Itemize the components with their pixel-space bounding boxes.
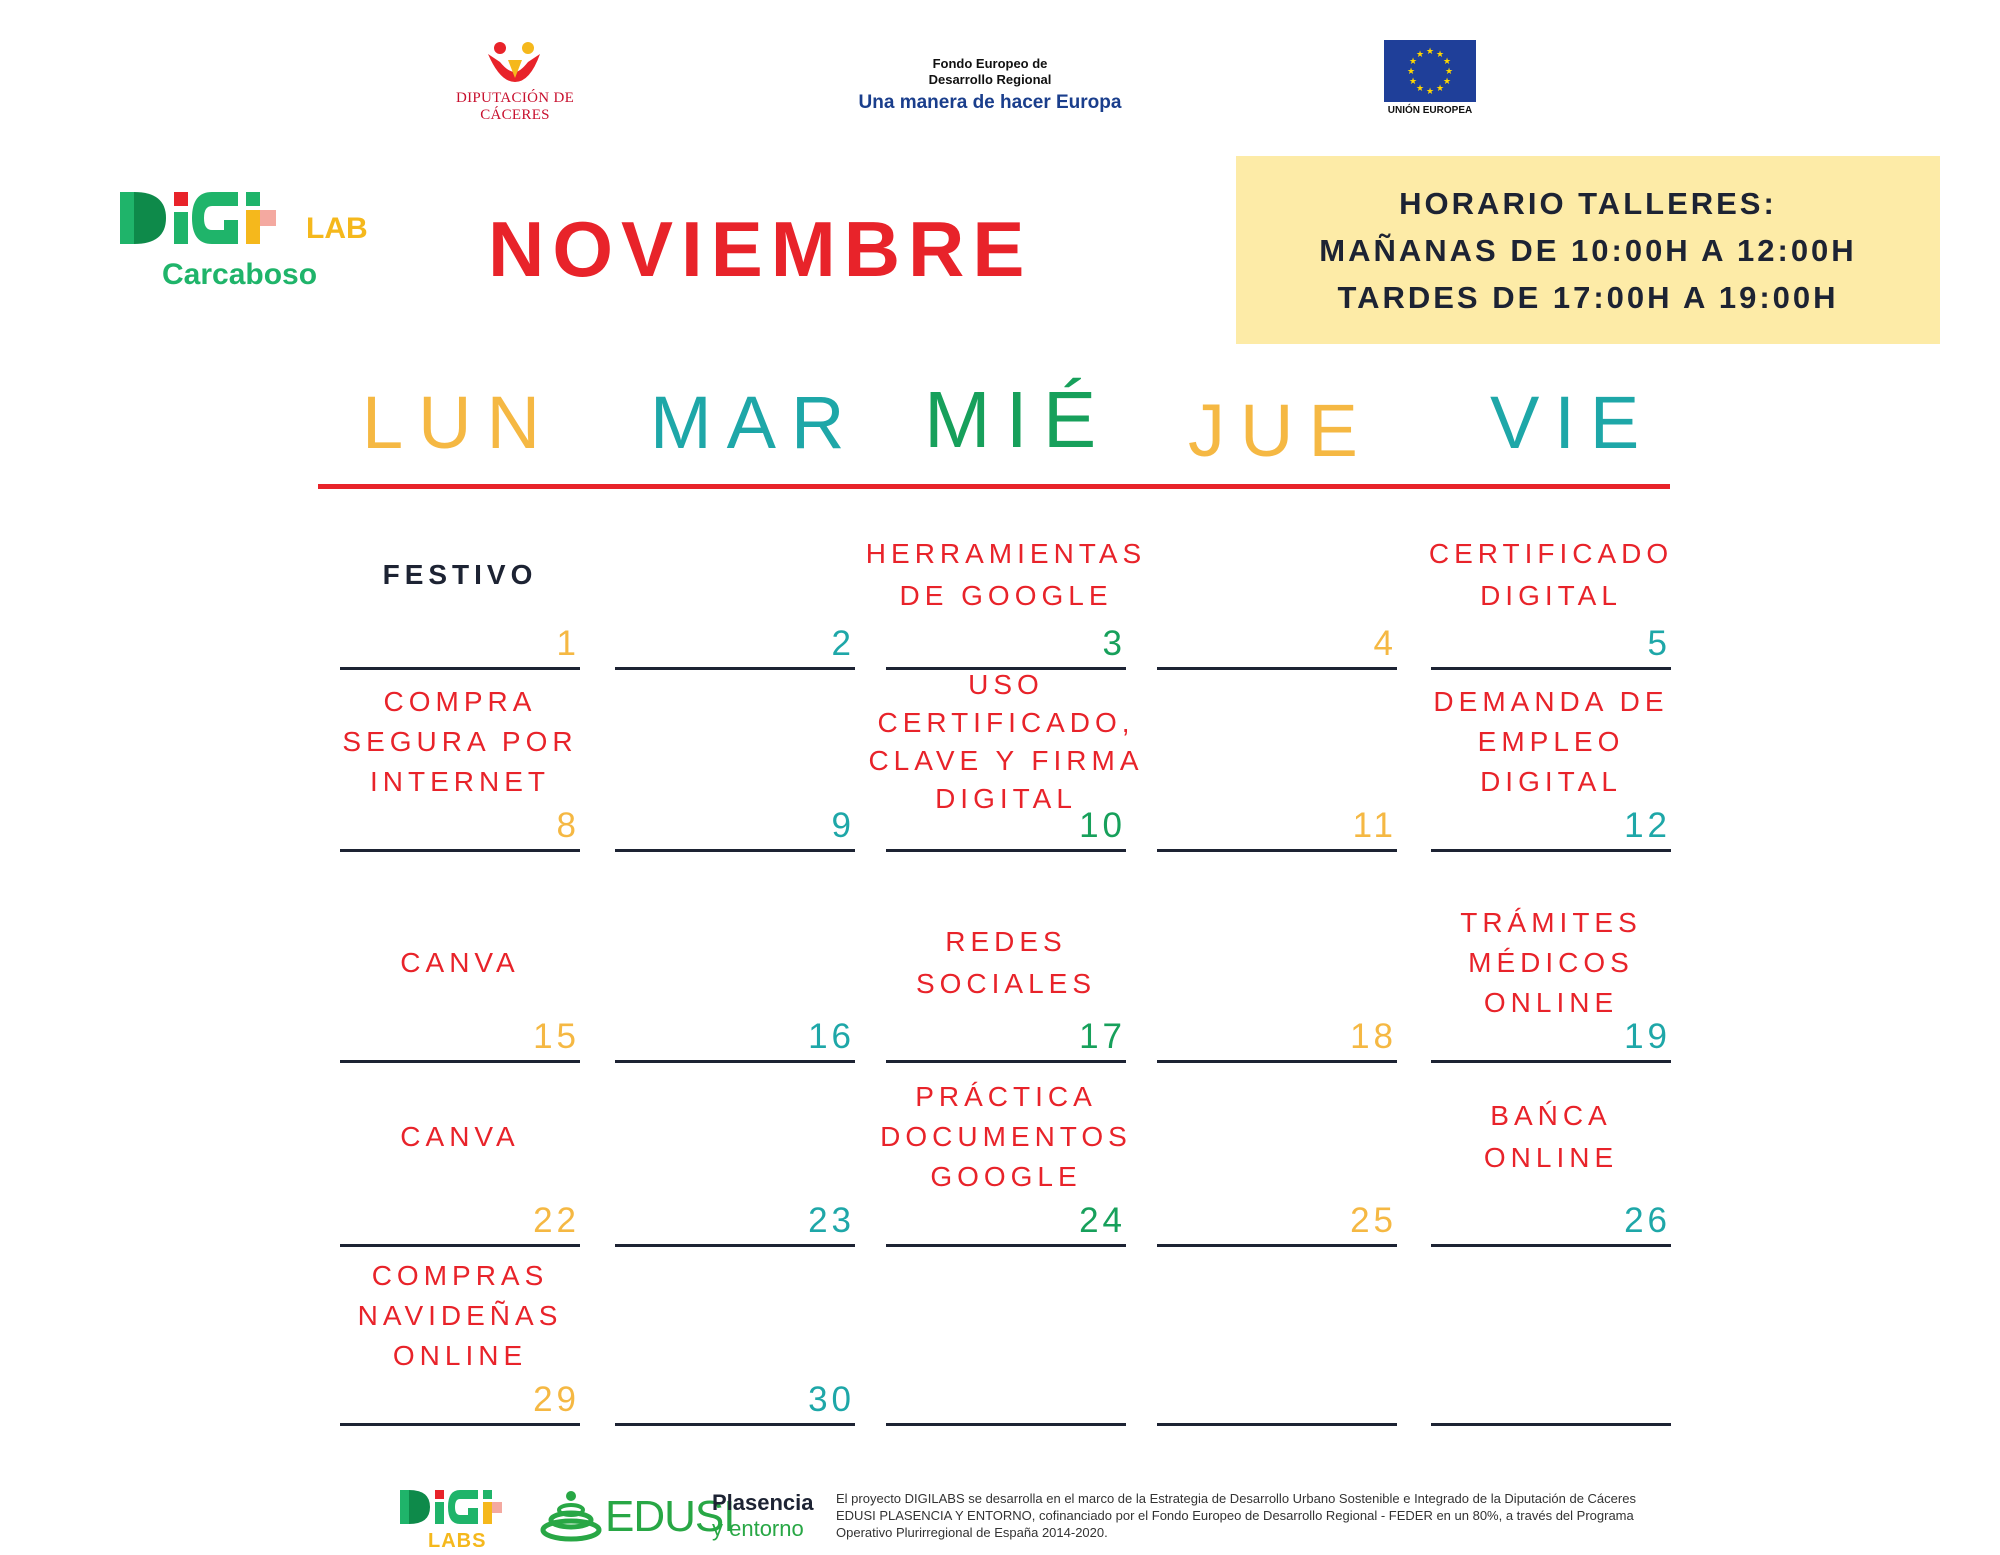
calendar-cell	[1157, 903, 1397, 1063]
day-number: 9	[831, 806, 855, 845]
workshop-title	[856, 533, 1156, 617]
calendar-cell	[886, 1266, 1126, 1426]
workshop-title-line: DOCUMENTOS	[880, 1121, 1132, 1152]
eu-label: UNIÓN EUROPEA	[1387, 105, 1473, 116]
day-number: 22	[533, 1201, 580, 1240]
svg-text:★: ★	[1444, 67, 1454, 77]
workshop-title	[1401, 533, 1701, 617]
day-number: 29	[533, 1380, 580, 1419]
workshop-title-line: ONLINE	[392, 1340, 528, 1371]
calendar-cell	[340, 510, 580, 670]
workshop-title-line: MÉDICOS	[1468, 947, 1634, 978]
cell-underline	[1431, 1423, 1671, 1426]
workshop-title-line: INTERNET	[370, 766, 550, 797]
cell-underline	[886, 1244, 1126, 1247]
workshop-title-line: NAVIDEÑAS	[357, 1300, 563, 1331]
feder-line-1: Fondo Europeo de	[932, 56, 1048, 71]
workshop-title-line: DIGITAL	[1480, 580, 1622, 611]
page-title: NOVIEMBRE	[488, 205, 1033, 293]
workshop-title-line: CLAVE Y FIRMA	[868, 745, 1144, 776]
cell-underline	[340, 1244, 580, 1247]
schedule-box	[1236, 156, 1940, 344]
calendar-cell	[615, 510, 855, 670]
workshop-title	[1401, 682, 1701, 802]
workshop-title	[856, 666, 1156, 818]
calendar-cell	[865, 510, 1147, 670]
day-number: 30	[808, 1380, 855, 1419]
logo-place-name: Carcaboso	[162, 258, 318, 291]
cell-underline	[1431, 667, 1671, 670]
cell-underline	[1157, 849, 1397, 852]
calendar-cell	[615, 1266, 855, 1426]
feder-line-2: Desarrollo Regional	[928, 72, 1052, 87]
day-number: 15	[533, 1017, 580, 1056]
schedule-heading: HORARIO TALLERES:	[1399, 186, 1777, 221]
calendar-cell	[886, 903, 1126, 1063]
diputacion-label: DIPUTACIÓN DE CÁCERES	[455, 90, 575, 123]
workshop-title-line: EMPLEO	[1477, 726, 1625, 757]
day-number: 11	[1352, 806, 1397, 845]
day-header-wed: MIÉ	[924, 375, 1112, 464]
workshop-title	[310, 1116, 610, 1158]
workshop-title-line: GOOGLE	[930, 1161, 1082, 1192]
cell-underline	[340, 1423, 580, 1426]
cell-underline	[615, 1423, 855, 1426]
cell-underline	[615, 667, 855, 670]
day-header-thu: JUE	[1188, 389, 1373, 472]
day-number: 26	[1624, 1201, 1671, 1240]
workshop-title	[310, 942, 610, 984]
workshop-title-line: REDES	[945, 926, 1067, 957]
diputacion-logo	[420, 38, 610, 123]
svg-text:★: ★	[1408, 57, 1418, 67]
calendar-cell	[1431, 1266, 1671, 1426]
calendar-cell	[340, 686, 580, 852]
edusi-spiral-icon	[536, 1480, 606, 1550]
workshop-title-line: CANVA	[400, 947, 520, 978]
cell-underline	[1431, 1244, 1671, 1247]
cell-underline	[1157, 1244, 1397, 1247]
calendar-cell	[615, 692, 855, 852]
cell-underline	[615, 1244, 855, 1247]
svg-text:★: ★	[1415, 50, 1425, 60]
cell-underline	[1157, 1423, 1397, 1426]
cell-underline	[886, 1060, 1126, 1063]
workshop-title	[856, 1077, 1156, 1197]
day-number: 8	[556, 806, 580, 845]
workshop-title-line: ONLINE	[1483, 987, 1619, 1018]
svg-text:★: ★	[1406, 67, 1416, 77]
calendar-cell	[1157, 692, 1397, 852]
calendar-cell	[1431, 686, 1671, 852]
workshop-title-line: CERTIFICADO,	[877, 707, 1135, 738]
svg-text:★: ★	[1415, 84, 1425, 94]
calendar-cell	[615, 903, 855, 1063]
schedule-morning: MAÑANAS DE 10:00H A 12:00H	[1319, 233, 1857, 268]
svg-text:★: ★	[1408, 77, 1418, 87]
day-number: 24	[1079, 1201, 1126, 1240]
day-header-fri: VIE	[1490, 381, 1655, 464]
workshop-title	[310, 682, 610, 802]
day-number: 18	[1350, 1017, 1397, 1056]
svg-text:★: ★	[1435, 84, 1445, 94]
calendar-cell	[1431, 1087, 1671, 1247]
workshop-title	[856, 921, 1156, 1005]
cell-underline	[1431, 1060, 1671, 1063]
cell-underline	[886, 1423, 1126, 1426]
day-number: 1	[556, 624, 580, 663]
workshop-title-line: DIGITAL	[935, 783, 1077, 814]
cell-underline	[340, 667, 580, 670]
day-number: 25	[1350, 1201, 1397, 1240]
digi-wordmark-icon	[120, 190, 310, 250]
calendar-cell	[1157, 510, 1397, 670]
day-number: 17	[1079, 1017, 1126, 1056]
workshop-title-line: SEGURA POR	[342, 726, 578, 757]
calendar-cell	[1428, 510, 1674, 670]
calendar-cell	[1431, 903, 1671, 1063]
workshop-title-line: USO	[968, 669, 1044, 700]
footer-plasencia-text: Plasencia	[712, 1490, 814, 1515]
calendar-cell	[880, 1081, 1132, 1247]
eu-flag-icon	[1384, 40, 1476, 102]
cell-underline	[615, 849, 855, 852]
workshop-title	[1401, 1095, 1701, 1179]
workshop-title-line: FESTIVO	[382, 559, 538, 590]
calendar-cell	[1157, 1266, 1397, 1426]
footer-entorno-text: y entorno	[712, 1516, 804, 1541]
cell-underline	[615, 1060, 855, 1063]
digi-small-icon	[400, 1488, 520, 1528]
svg-text:★: ★	[1425, 47, 1435, 57]
schedule-afternoon: TARDES DE 17:00H A 19:00H	[1337, 280, 1839, 315]
svg-text:★: ★	[1442, 77, 1452, 87]
workshop-title-line: COMPRA	[383, 686, 537, 717]
workshop-title-line: PRÁCTICA	[915, 1081, 1097, 1112]
day-number: 23	[808, 1201, 855, 1240]
footer-disclaimer: El proyecto DIGILABS se desarrolla en el marco de la Estrategia de Desarrollo Urbano Sostenible e Integrado de la Diputación de Cáceres EDUSI PLASENCIA Y ENTORNO, cofinanciado por el Fondo Europeo de Desarrollo Regional - FEDER en un 80%, a través del Programa Operativo Plurirregional de España 2014-2020.	[836, 1491, 1636, 1540]
svg-text:★: ★	[1442, 57, 1452, 67]
svg-text:★: ★	[1425, 87, 1435, 97]
calendar-cell	[340, 903, 580, 1063]
cell-underline	[1157, 667, 1397, 670]
workshop-title-line: HERRAMIENTAS	[865, 538, 1147, 569]
day-number: 10	[1079, 806, 1126, 845]
cell-underline	[886, 849, 1126, 852]
calendar-cell	[1157, 1087, 1397, 1247]
workshop-title-line: DEMANDA DE	[1433, 686, 1669, 717]
holiday-label	[310, 554, 610, 596]
calendar-cell	[340, 1260, 580, 1426]
workshop-title-line: TRÁMITES	[1460, 907, 1642, 938]
diputacion-emblem-icon	[420, 38, 610, 88]
workshop-title	[1401, 903, 1701, 1023]
day-number: 2	[831, 624, 855, 663]
workshop-title-line: DE GOOGLE	[899, 580, 1113, 611]
day-number: 5	[1647, 624, 1671, 663]
workshop-title	[310, 1256, 610, 1376]
calendar-cell	[615, 1087, 855, 1247]
workshop-title-line: BAŃCA	[1490, 1100, 1612, 1131]
calendar-cell	[868, 669, 1144, 852]
day-number: 16	[808, 1017, 855, 1056]
day-number: 4	[1373, 624, 1397, 663]
svg-text:★: ★	[1435, 50, 1445, 60]
cell-underline	[1157, 1060, 1397, 1063]
cell-underline	[1431, 849, 1671, 852]
day-header-tue: MAR	[650, 381, 860, 464]
workshop-title-line: CANVA	[400, 1121, 520, 1152]
workshop-title-line: CERTIFICADO	[1428, 538, 1674, 569]
feder-block	[840, 56, 1140, 114]
logo-lab-text: LAB	[306, 212, 368, 245]
workshop-title-line: ONLINE	[1483, 1142, 1619, 1173]
workshop-title-line: DIGITAL	[1480, 766, 1622, 797]
day-number: 3	[1102, 624, 1126, 663]
day-number: 19	[1624, 1017, 1671, 1056]
feder-slogan: Una manera de hacer Europa	[858, 92, 1122, 113]
workshop-title-line: COMPRAS	[371, 1260, 549, 1291]
header-divider	[318, 484, 1670, 489]
day-number: 12	[1624, 806, 1671, 845]
workshop-title-line: SOCIALES	[915, 968, 1097, 999]
footer-labs-text: LABS	[428, 1530, 487, 1552]
cell-underline	[340, 1060, 580, 1063]
footer-edusi-text: EDUSI	[605, 1492, 735, 1541]
cell-underline	[340, 849, 580, 852]
day-header-mon: LUN	[362, 381, 556, 464]
calendar-cell	[340, 1087, 580, 1247]
